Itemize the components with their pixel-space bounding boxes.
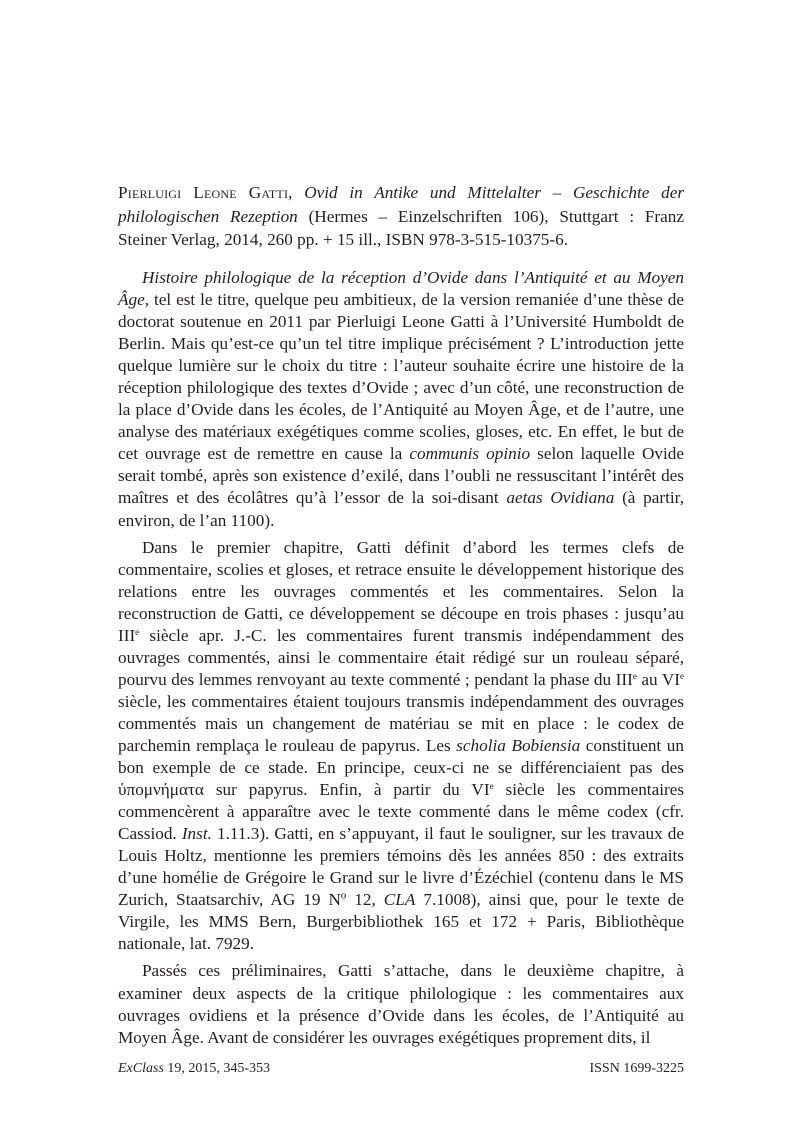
- paragraph-2: Dans le premier chapitre, Gatti définit d’abord les termes clefs de commentaire, scolies et gloses, et retrace ensuite le développement historique des relations entre les ouvrages commentés et les commentaires. Selon la reconstruction de Gatti, ce développement se découpe en trois phases : jusqu’au IIIe siècle apr. J.-C. les commentaires furent transmis indépendamment des ouvrages commentés, ainsi le commentaire était rédigé sur un rouleau séparé, pourvu des lemmes renvoyant au texte commenté ; pendant la phase du IIIe au VIe siècle, les commentaires étaient toujours transmis indépendamment des ouvrages commentés mais un changement de matériau se mit en place : le codex de parchemin remplaça le rouleau de papyrus. Les scholia Bobiensia constituent un bon exemple de ce stade. En principe, ceux-ci ne se différenciaient pas des ὑπομνήματα sur papyrus. Enfin, à partir du VIe siècle les commentaires commencèrent à apparaître avec le texte commenté dans le même codex (cfr. Cassiod. Inst. 1.11.3). Gatti, en s’appuyant, il faut le souligner, sur les travaux de Louis Holtz, mentionne les premiers témoins dès les années 850 : des extraits d’une homélie de Grégoire le Grand sur le livre d’Ézéchiel (contenu dans le MS Zurich, Staatsarchiv, AG 19 Nº 12, CLA 7.1008), ainsi que, pour le texte de Virgile, les MMS Bern, Burgerbibliothek 165 et 172 + Paris, Bibliothèque nationale, lat. 7929.: [118, 537, 685, 954]
- book-details: (Hermes – Einzelschriften 106), Stuttgart : Franz Steiner Verlag, 2014, 260 pp. + 15 ill., ISBN 978-3-515-10375-6.: [118, 206, 685, 249]
- page: [118, 0, 684, 1129]
- paragraph-1: Histoire philologique de la réception d’Ovide dans l’Antiquité et au Moyen Âge, tel est le titre, quelque peu ambitieux, de la version remaniée d’une thèse de doctorat soutenue en 2011 par Pierluigi Leone Gatti à l’Université Humboldt de Berlin. Mais qu’est-ce qu’un tel titre implique précisément ? L’introduction jette quelque lumière sur le choix du titre : l’auteur souhaite écrire une histoire de la réception philologique des textes d’Ovide ; avec d’un côté, une reconstruction de la place d’Ovide dans les écoles, de l’Antiquité au Moyen Âge, et de l’autre, une analyse des matériaux exégétiques comme scolies, gloses, etc. En effet, le but de cet ouvrage est de remettre en cause la communis opinio selon laquelle Ovide serait tombé, après son existence d’exilé, dans l’oubli ne ressuscitant l’intérêt des maîtres et des écolâtres qu’à l’essor de la soi-disant aetas Ovidiana (à partir, environ, de l’an 1100).: [118, 268, 684, 530]
- footer-citation: ExClass 19, 2015, 345-353: [118, 1061, 271, 1076]
- book-author: Pierluigi Leone Gatti: [118, 183, 289, 202]
- book-title: Ovid in Antike und Mittelalter – Geschichte der philologischen Rezeption: [118, 183, 685, 226]
- greek-term: ὑπομνήματα: [118, 780, 204, 800]
- review-body: [118, 267, 684, 1054]
- footer-issn: ISSN 1699-3225: [589, 1061, 684, 1076]
- book-reference: Pierluigi Leone Gatti, Ovid in Antike und Mittelalter – Geschichte der philologischen Rezeption (Hermes – Einzelschriften 106), Stuttgart : Franz Steiner Verlag, 2014, 260 pp. + 15 ill., ISBN 978-3-515-10375-6.: [118, 183, 685, 249]
- paragraph-3: Passés ces préliminaires, Gatti s’attache, dans le deuxième chapitre, à examiner deux aspects de la critique philologique : les commentaires aux ouvrages ovidiens et la présence d’Ovide dans les écoles, de l’Antiquité au Moyen Âge. Avant de considérer les ouvrages exégétiques proprement dits, il: [118, 961, 684, 1047]
